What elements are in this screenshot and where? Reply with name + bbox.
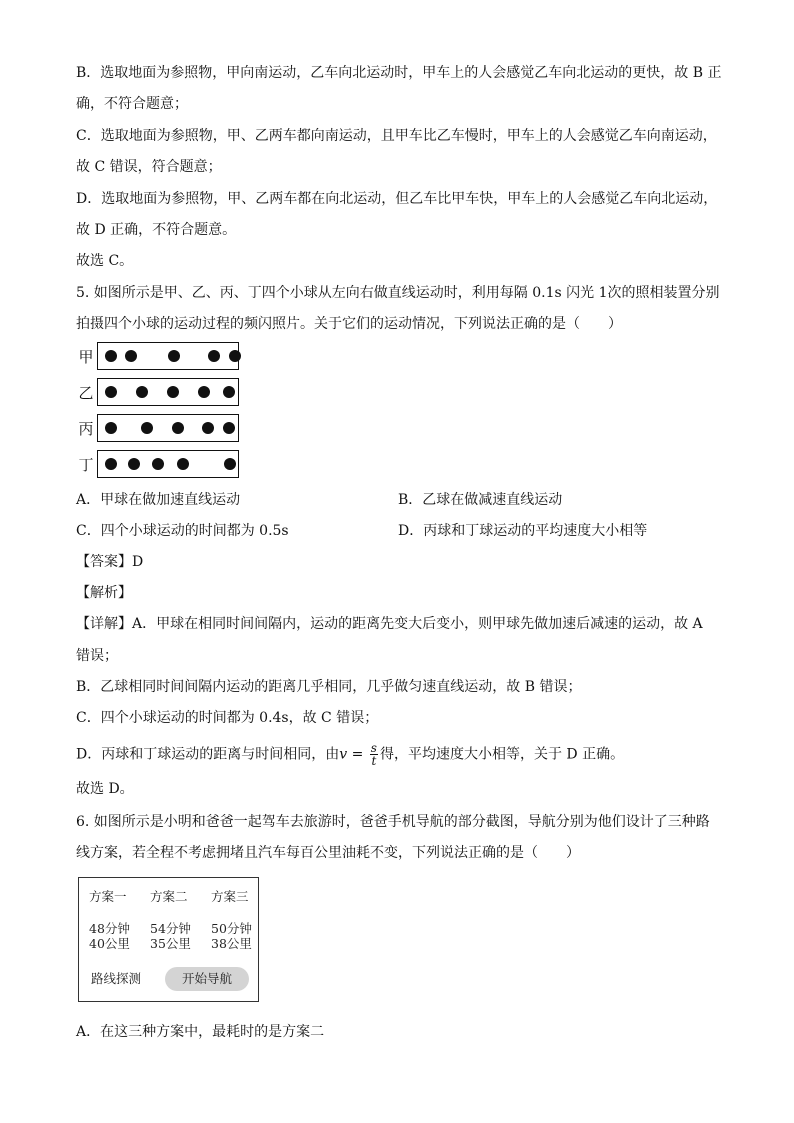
ball [125, 350, 137, 362]
question-6-stem: 6. 如图所示是小明和爸爸一起驾车去旅游时，爸爸手机导航的部分截图，导航分别为他们设计了三种路 [76, 814, 710, 830]
ball [224, 458, 236, 470]
text-line: 故选 D。 [76, 781, 134, 797]
strip-ding [97, 450, 239, 478]
option-d: D．丙球和丁球运动的平均速度大小相等 [398, 523, 648, 539]
plan-distance: 35公里 [150, 936, 191, 951]
question-5-stem: 5. 如图所示是甲、乙、丙、丁四个小球从左向右做直线运动时，利用每隔 0.1s 闪光 1次的照相装置分别 [76, 285, 720, 301]
navigation-screenshot [78, 877, 259, 1002]
detail-line: 【详解】A．甲球在相同时间间隔内，运动的距离先变大后变小，则甲球先做加速后减速的运动，故 A [76, 616, 703, 632]
text-line: 故 D 正确，不符合题意。 [76, 222, 237, 238]
detail-line: 错误； [76, 648, 118, 664]
ball [136, 386, 148, 398]
detail-line-formula [76, 742, 624, 767]
strip-label: 丙 [78, 420, 94, 438]
ball [172, 422, 184, 434]
ball [105, 386, 117, 398]
question-6-stem: 线方案，若全程不考虑拥堵且汽车每百公里油耗不变，下列说法正确的是（ ） [76, 845, 580, 861]
ball [177, 458, 189, 470]
text-line: D．选取地面为参照物，甲、乙两车都在向北运动，但乙车比甲车快，甲车上的人会感觉乙车向北运动， [76, 191, 718, 207]
ball [198, 386, 210, 398]
strip-label: 乙 [78, 384, 94, 402]
option-c: C．四个小球运动的时间都为 0.5s [76, 523, 289, 539]
formula-suffix: 得，平均速度大小相等，关于 D 正确。 [379, 746, 625, 763]
plan-name: 方案一 [89, 889, 127, 904]
plan-time: 50分钟 [211, 921, 252, 936]
question-5-stem: 拍摄四个小球的运动过程的频闪照片。关于它们的运动情况，下列说法正确的是（ ） [76, 316, 622, 332]
fraction-denominator: t [371, 754, 377, 768]
ball [141, 422, 153, 434]
formula-fraction [370, 742, 378, 767]
ball [128, 458, 140, 470]
plan-distance: 38公里 [211, 936, 252, 951]
fraction-numerator: s [370, 741, 377, 755]
strip-yi [97, 378, 239, 406]
text-line: 故 C 错误，符合题意； [76, 159, 222, 175]
analysis-label: 【解析】 [76, 585, 132, 601]
strip-jia [97, 342, 239, 370]
ball [152, 458, 164, 470]
detail-line: B．乙球相同时间间隔内运动的距离几乎相同，几乎做匀速直线运动，故 B 错误； [76, 679, 582, 695]
option-b: B．乙球在做减速直线运动 [398, 492, 563, 508]
strip-label: 甲 [78, 348, 94, 366]
ball [208, 350, 220, 362]
strip-label: 丁 [78, 456, 94, 474]
ball [223, 422, 235, 434]
formula-prefix: D．丙球和丁球运动的距离与时间相同，由 [76, 746, 340, 763]
route-explore-label: 路线探测 [91, 971, 142, 986]
strip-bing [97, 414, 239, 442]
plan-distance: 40公里 [89, 936, 130, 951]
equals-sign: = [347, 746, 368, 763]
plan-time: 54分钟 [150, 921, 191, 936]
option-a: A．在这三种方案中，最耗时的是方案二 [76, 1024, 325, 1040]
ball [202, 422, 214, 434]
option-a: A．甲球在做加速直线运动 [76, 492, 241, 508]
plan-name: 方案二 [150, 889, 188, 904]
ball [105, 458, 117, 470]
text-line: 故选 C。 [76, 253, 134, 269]
ball [167, 386, 179, 398]
plan-name: 方案三 [211, 889, 249, 904]
ball [105, 422, 117, 434]
text-line: 确，不符合题意； [76, 96, 188, 112]
detail-line: C．四个小球运动的时间都为 0.4s，故 C 错误； [76, 710, 379, 726]
plan-time: 48分钟 [89, 921, 130, 936]
text-line: B．选取地面为参照物，甲向南运动，乙车向北运动时，甲车上的人会感觉乙车向北运动的更快，故 B 正 [76, 65, 722, 81]
ball [223, 386, 235, 398]
text-line: C．选取地面为参照物，甲、乙两车都向南运动，且甲车比乙车慢时，甲车上的人会感觉乙车向南运动， [76, 128, 717, 144]
answer-label: 【答案】D [76, 554, 144, 570]
ball [105, 350, 117, 362]
start-navigation-button: 开始导航 [165, 967, 249, 991]
velocity-symbol: v [339, 746, 348, 763]
ball [168, 350, 180, 362]
ball [229, 350, 241, 362]
